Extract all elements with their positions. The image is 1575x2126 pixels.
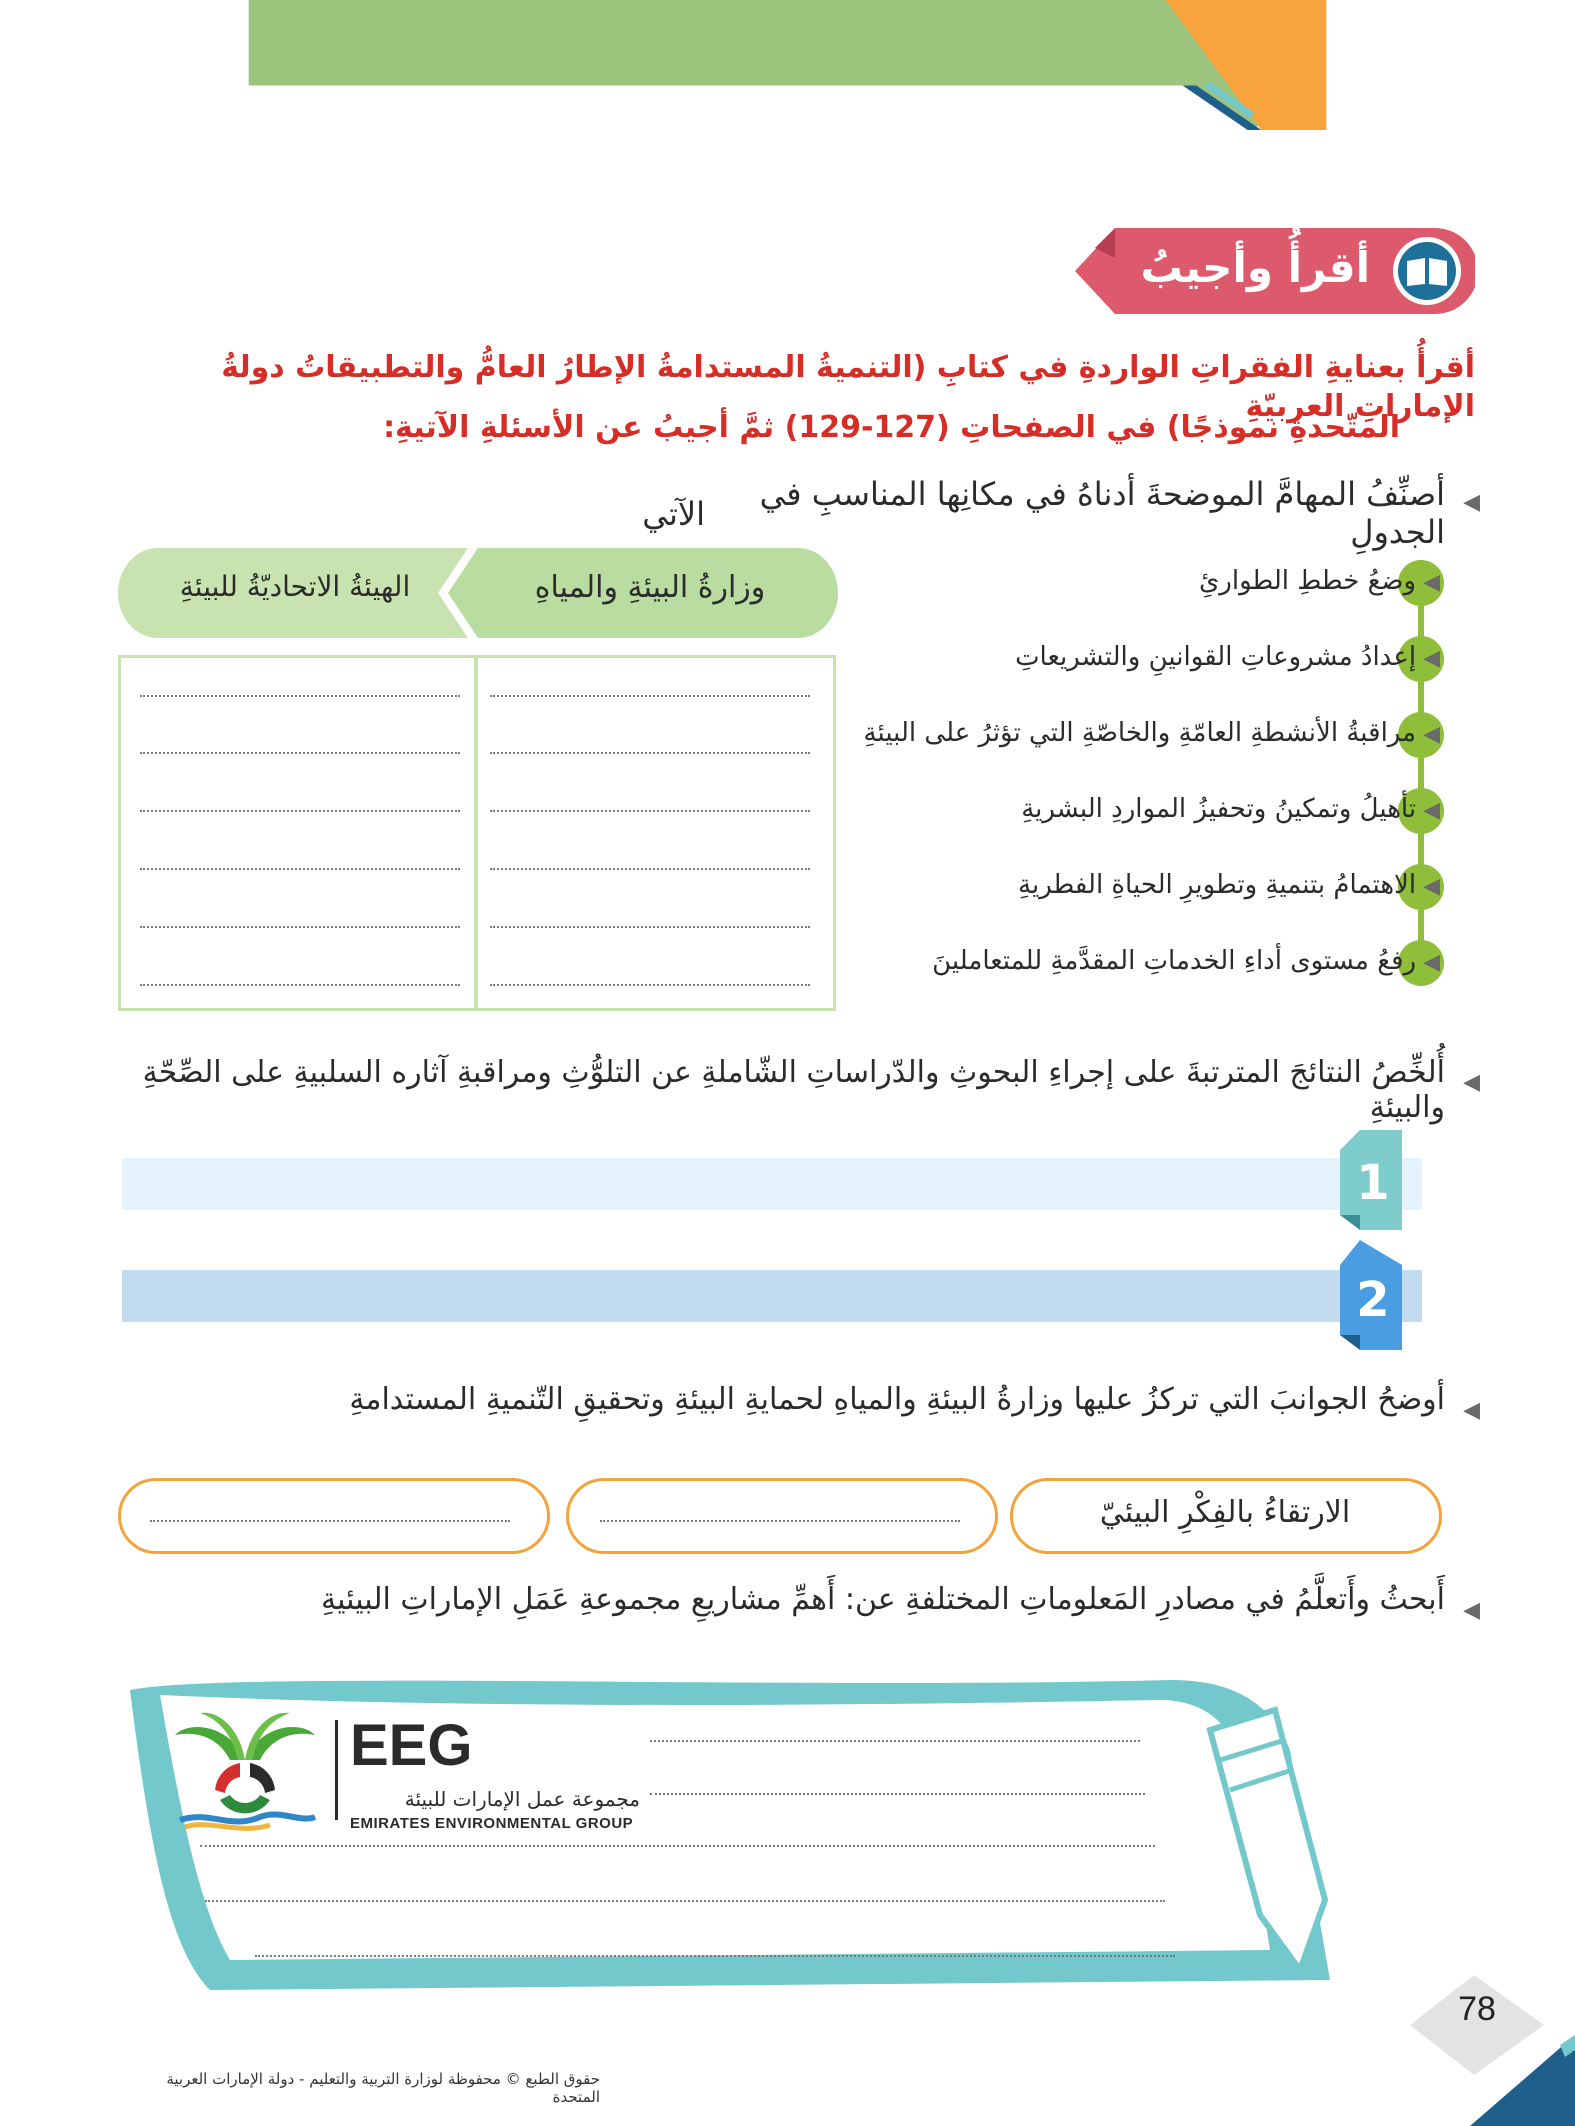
answer-bar-2[interactable]: [122, 1270, 1422, 1322]
research-line[interactable]: [205, 1900, 1165, 1902]
number-label-1: 1: [1356, 1155, 1390, 1211]
answer-oval-blank[interactable]: [118, 1478, 550, 1554]
bullet-arrow-icon: ◀: [1463, 1598, 1480, 1623]
task1-prompt-line1: أصنِّفُ المهامَّ الموضحةَ أدناهُ في مكانِها المناسبِ في الجدولِ: [759, 475, 1445, 551]
answer-blank[interactable]: [600, 1520, 960, 1522]
page-number: 78: [1458, 1990, 1496, 2028]
answer-blank[interactable]: [140, 984, 460, 986]
answer-blank[interactable]: [490, 984, 810, 986]
research-line[interactable]: [650, 1740, 1140, 1742]
copyright-footer: حقوق الطبع © محفوظة لوزارة التربية والتعليم - دولة الإمارات العربية المتحدة: [166, 2070, 600, 2106]
answer-blank[interactable]: [150, 1520, 510, 1522]
answer-bar-1[interactable]: [122, 1158, 1422, 1210]
research-line[interactable]: [200, 1845, 1155, 1847]
palm-recycle-logo-icon: [170, 1705, 320, 1835]
given-answer: الارتقاءُ بالفِكْرِ البيئيّ: [1099, 1495, 1351, 1530]
section-title: أقرأُ وأجيبُ: [1140, 243, 1370, 292]
task-item-label: الاهتمامُ بتنميةِ وتطويرِ الحياةِ الفطريةِ: [1018, 870, 1417, 900]
answer-blank[interactable]: [140, 810, 460, 812]
task4-prompt: أَبحثُ وأَتعلَّمُ في مصادرِ المَعلوماتِ المختلفةِ عن: أَهمِّ مشاريعِ مجموعةِ عَمَلِ الإماراتِ البيئيةِ: [321, 1582, 1445, 1617]
task-item: ◀ رفعُ مستوى أداءِ الخدماتِ المقدَّمةِ للمتعاملينَ: [932, 946, 1440, 976]
task1-prompt: [725, 475, 1445, 551]
task-item-label: رفعُ مستوى أداءِ الخدماتِ المقدَّمةِ للمتعاملينَ: [932, 946, 1417, 976]
answer-blank[interactable]: [490, 810, 810, 812]
column-header-federal-authority: الهيئةُ الاتحاديّةُ للبيئةِ: [179, 570, 411, 603]
task-item: ◀ الاهتمامُ بتنميةِ وتطويرِ الحياةِ الفطريةِ: [1018, 870, 1440, 900]
answer-oval-blank[interactable]: [566, 1478, 998, 1554]
task-item: ◀ تأهيلُ وتمكينُ وتحفيزُ المواردِ البشريةِ: [1021, 794, 1440, 824]
task-item: ◀ مراقبةُ الأنشطةِ العامّةِ والخاصّةِ التي تؤثرُ على البيئةِ: [863, 718, 1440, 748]
task-item-label: تأهيلُ وتمكينُ وتحفيزُ المواردِ البشريةِ: [1021, 794, 1417, 824]
task-item-label: وضعُ خططِ الطوارئِ: [1198, 566, 1417, 596]
bullet-arrow-icon: ◀: [1463, 1398, 1480, 1423]
answer-blank[interactable]: [490, 926, 810, 928]
research-line[interactable]: [255, 1955, 1175, 1957]
task-item-label: إعدادُ مشروعاتِ القوانينِ والتشريعاتِ: [1015, 642, 1417, 672]
task-item-label: مراقبةُ الأنشطةِ العامّةِ والخاصّةِ التي تؤثرُ على البيئةِ: [863, 718, 1417, 748]
column-header-ministry: وزارةُ البيئةِ والمياهِ: [534, 570, 766, 605]
task3-prompt: أوضحُ الجوانبَ التي تركزُ عليها وزارةُ البيئةِ والمياهِ لحمايةِ البيئةِ وتحقيقِ التّنميةِ المستدامةِ: [349, 1382, 1445, 1417]
task2-prompt: أُلخِّصُ النتائجَ المترتبةَ على إجراءِ البحوثِ والدّراساتِ الشّاملةِ عن التلوُّثِ ومراقبةِ آثاره السلبيةِ على الصِّحّةِ والبيئةِ: [142, 1055, 1445, 1125]
header-banner: [0, 0, 1575, 130]
answer-blank[interactable]: [140, 926, 460, 928]
task1-prompt-line2: الآتي: [642, 495, 705, 533]
logo-english-name: EMIRATES ENVIRONMENTAL GROUP: [350, 1815, 634, 1832]
number-label-2: 2: [1356, 1272, 1390, 1328]
table-divider: [474, 655, 478, 1011]
task-item: ◀ وضعُ خططِ الطوارئِ: [1198, 566, 1440, 596]
answer-blank[interactable]: [140, 695, 460, 697]
bullet-arrow-icon: ◀: [1463, 490, 1480, 515]
logo-arabic-name: مجموعة عمل الإمارات للبيئة: [404, 1787, 640, 1811]
answer-blank[interactable]: [140, 752, 460, 754]
research-line[interactable]: [650, 1793, 1145, 1795]
answer-blank[interactable]: [140, 868, 460, 870]
task-item: ◀ إعدادُ مشروعاتِ القوانينِ والتشريعاتِ: [1015, 642, 1440, 672]
logo-divider: [335, 1720, 338, 1820]
bullet-arrow-icon: ◀: [1463, 1070, 1480, 1095]
chapter-number: 3: [1487, 31, 1539, 131]
timeline-line: [1418, 560, 1424, 980]
instruction-line-1: أقرأُ بعنايةِ الفقراتِ الواردةِ في كتابِ (التنميةُ المستدامةُ الإطارُ العامُّ والتطبيقاتُ دولةُ الإماراتِ العربيّةِ: [221, 350, 1475, 424]
answer-blank[interactable]: [490, 752, 810, 754]
logo-abbrev: EEG: [350, 1713, 473, 1778]
answer-blank[interactable]: [490, 868, 810, 870]
answer-blank[interactable]: [490, 695, 810, 697]
instruction-line-2: المتّحدةِ نموذجًا) في الصفحاتِ (127-129) ثمَّ أجيبُ عن الأسئلةِ الآتيةِ:: [383, 410, 1400, 445]
